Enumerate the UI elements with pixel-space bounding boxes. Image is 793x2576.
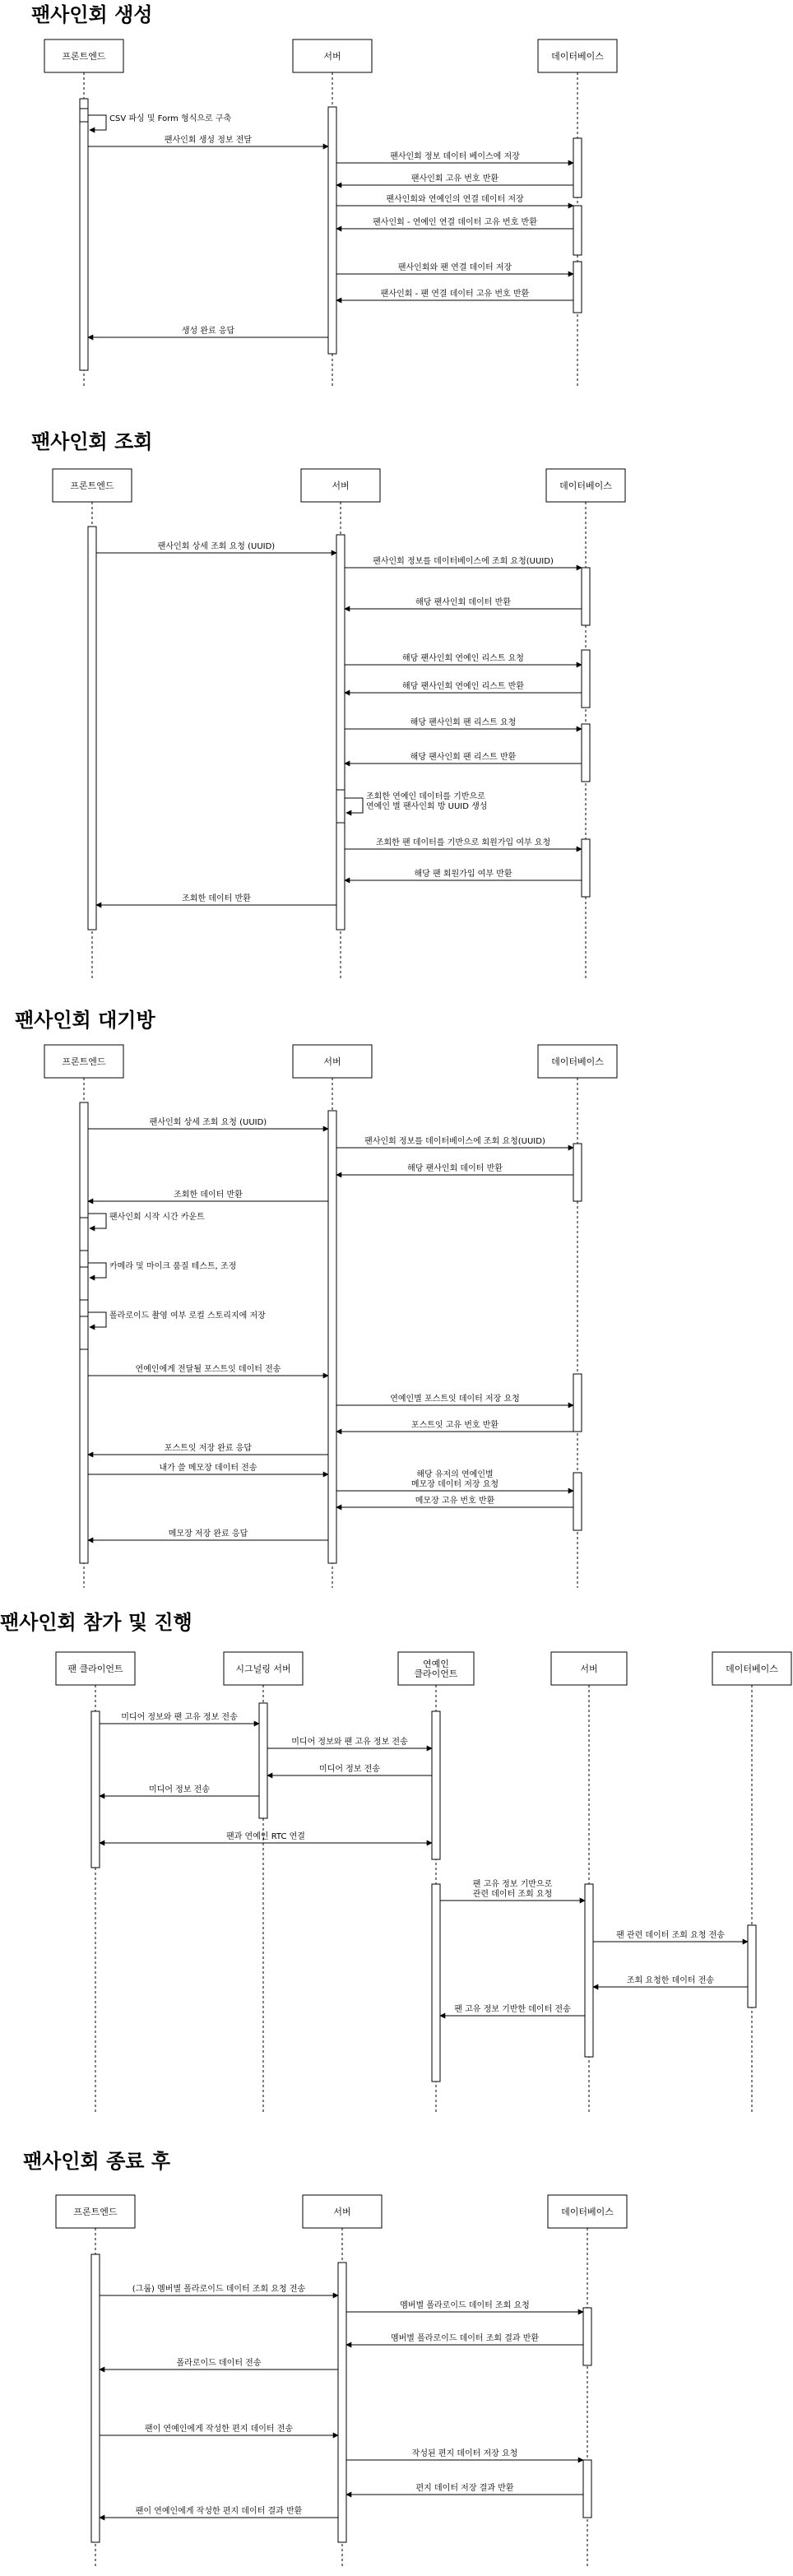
sequence-diagram-2 [31,430,625,979]
self-message-arrow [88,1214,106,1228]
message-label: 해당 팬사인회 연예인 리스트 반환 [402,682,524,691]
message-label: 메모장 고유 번호 반환 [415,1497,495,1506]
participant-label: 서버 [580,1664,598,1674]
message-label: 팬 고유 정보 기반한 데이터 전송 [454,2005,571,2014]
activation-bar [91,2254,100,2542]
participant-label: 서버 [323,51,341,62]
message-label: 팬사인회 - 팬 연결 데이터 고유 번호 반환 [380,290,530,299]
message-label: 멤버별 폴라로이드 데이터 조회 요청 [400,2301,530,2310]
activation-bar [573,262,582,313]
message-label: 해당 팬 회원가입 여부 반환 [414,870,512,879]
message-label: 미디어 정보와 팬 고유 정보 전송 [121,1713,238,1722]
sequence-diagram-1 [31,3,617,387]
activation-bar [582,650,590,708]
message-label: 해당 팬사인회 연예인 리스트 요청 [402,654,524,663]
message-label: 해당 팬사인회 팬 리스트 요청 [410,718,517,727]
message-label: 관련 데이터 조회 요청 [472,1890,553,1899]
activation-bar [336,790,345,823]
activation-bar [583,2460,591,2518]
message-label: 팬이 연예인에게 작성한 편지 데이터 결과 반환 [135,2507,303,2516]
activation-bar [583,2308,591,2365]
activation-bar [80,99,88,370]
participant-label: 팬 클라이언트 [67,1664,123,1674]
message-label: 팬이 연예인에게 작성한 편지 데이터 전송 [144,2425,294,2434]
message-label: 팬과 연예인 RTC 연결 [226,1832,305,1841]
activation-bar [88,527,96,930]
activation-bar [80,1316,88,1349]
message-label: 미디어 정보와 팬 고유 정보 전송 [291,1738,408,1747]
message-label: 팬 관련 데이터 조회 요청 전송 [616,1931,725,1940]
message-label: 조회한 팬 데이터를 기반으로 회원가입 여부 요청 [375,838,551,847]
message-label: 해당 팬사인회 데이터 반환 [415,598,511,607]
message-label: 해당 유저의 연예인별 [416,1470,494,1479]
activation-bar [573,1473,582,1530]
message-label: 조회한 데이터 반환 [182,894,251,903]
activation-bar [328,1111,336,1563]
message-label: 멤버별 폴라로이드 데이터 조회 결과 반환 [390,2334,540,2343]
message-label: 연예인에게 전달될 포스트잇 데이터 전송 [135,1365,281,1374]
participant-label: 서버 [323,1056,341,1067]
participant-label: 연예인 [423,1659,449,1669]
message-label: 메모장 저장 완료 응답 [168,1529,248,1539]
participant-label: 데이터베이스 [561,2207,614,2217]
message-label: 연예인별 포스트잇 데이터 저장 요청 [390,1395,520,1404]
activation-bar [573,1144,582,1201]
activation-bar [80,1267,88,1300]
participant-label: 서버 [332,480,350,491]
diagram-title: 팬사인회 대기방 [15,1009,155,1032]
message-label: 연예인 별 팬사인회 방 UUID 생성 [366,802,488,811]
message-label: 메모장 데이터 저장 요청 [410,1480,499,1489]
diagram-title: 팬사인회 종료 후 [23,2150,170,2173]
participant-label: 데이터베이스 [559,480,612,491]
message-label: 팬 고유 정보 기반으로 [472,1880,553,1889]
self-message-arrow [88,1312,106,1327]
message-label: CSV 파싱 및 Form 형식으로 구축 [109,114,232,123]
activation-bar [432,1884,440,2082]
message-label: 내가 쓸 메모장 데이터 전송 [159,1464,257,1473]
sequence-diagram-5 [23,2150,627,2567]
diagram-title: 팬사인회 조회 [31,430,153,453]
sequence-diagram-3 [15,1009,617,1588]
message-label: 팬사인회 상세 조회 요청 (UUID) [157,542,276,551]
participant-label: 데이터베이스 [551,1056,604,1067]
participant-label: 데이터베이스 [726,1664,778,1674]
activation-bar [91,1711,100,1868]
activation-bar [748,1925,756,2007]
message-label: 해당 팬사인회 팬 리스트 반환 [410,753,517,762]
message-label: (그룹) 멤버별 폴라로이드 데이터 조회 요청 전송 [132,2285,306,2294]
message-label: 조회한 연예인 데이터를 기반으로 [366,792,485,801]
activation-bar [573,206,582,255]
message-label: 생성 완료 응답 [181,327,235,336]
participant-label: 클라이언트 [414,1669,458,1679]
activation-bar [573,138,582,197]
activation-bar [336,535,345,930]
activation-bar [573,1374,582,1432]
message-label: 편지 데이터 저장 결과 반환 [415,2484,514,2493]
participant-label: 프론트엔드 [73,2207,118,2217]
activation-bar [585,1884,593,2057]
self-message-arrow [88,115,106,130]
message-label: 팬사인회와 팬 연결 데이터 저장 [397,263,512,272]
participant-label: 시그널링 서버 [235,1664,291,1674]
sequence-diagram-4 [0,1611,791,2114]
message-label: 조회 요청한 데이터 전송 [626,1976,715,1985]
activation-bar [80,1218,88,1251]
activation-bar [582,724,590,782]
message-label: 폴라로이드 촬영 여부 로컬 스토리지에 저장 [109,1311,266,1320]
diagram-title: 팬사인회 참가 및 진행 [0,1611,192,1634]
activation-bar [80,109,88,122]
activation-bar [582,839,590,897]
activation-bar [338,2263,346,2542]
message-label: 카메라 및 마이크 품질 테스트, 조정 [109,1262,237,1271]
message-label: 조회한 데이터 반환 [174,1191,243,1200]
message-label: 미디어 정보 전송 [149,1785,210,1794]
message-label: 팬사인회 정보를 데이터베이스에 조회 요청(UUID) [364,1137,545,1146]
message-label: 팬사인회 시작 시간 카운트 [109,1213,205,1222]
message-label: 미디어 정보 전송 [319,1765,380,1774]
message-label: 팬사인회 상세 조회 요청 (UUID) [149,1118,267,1127]
message-label: 포스트잇 저장 완료 응답 [164,1444,253,1453]
message-label: 팬사인회 생성 정보 전달 [164,136,253,145]
participant-label: 데이터베이스 [551,51,604,62]
activation-bar [328,107,336,354]
self-message-arrow [88,1263,106,1278]
diagram-title: 팬사인회 생성 [31,3,153,26]
message-label: 포스트잇 고유 번호 반환 [410,1421,499,1430]
message-label: 팬사인회 고유 번호 반환 [410,174,499,183]
participant-label: 프론트엔드 [70,480,114,491]
participant-label: 서버 [333,2207,351,2217]
participant-label: 프론트엔드 [62,51,106,62]
activation-bar [582,568,590,625]
message-label: 작성된 편지 데이터 저장 요청 [411,2449,518,2458]
participant-label: 프론트엔드 [62,1056,106,1067]
self-message-arrow [345,798,363,813]
message-label: 팬사인회와 연예인의 연결 데이터 저장 [386,195,524,204]
message-label: 팬사인회 정보 데이터 베이스에 저장 [390,152,520,161]
message-label: 폴라로이드 데이터 전송 [176,2359,262,2368]
message-label: 팬사인회 - 연예인 연결 데이터 고유 번호 반환 [373,218,537,227]
activation-bar [259,1703,267,1818]
message-label: 해당 팬사인회 데이터 반환 [407,1164,503,1173]
message-label: 팬사인회 정보를 데이터베이스에 조회 요청(UUID) [373,557,554,566]
activation-bar [432,1711,440,1859]
